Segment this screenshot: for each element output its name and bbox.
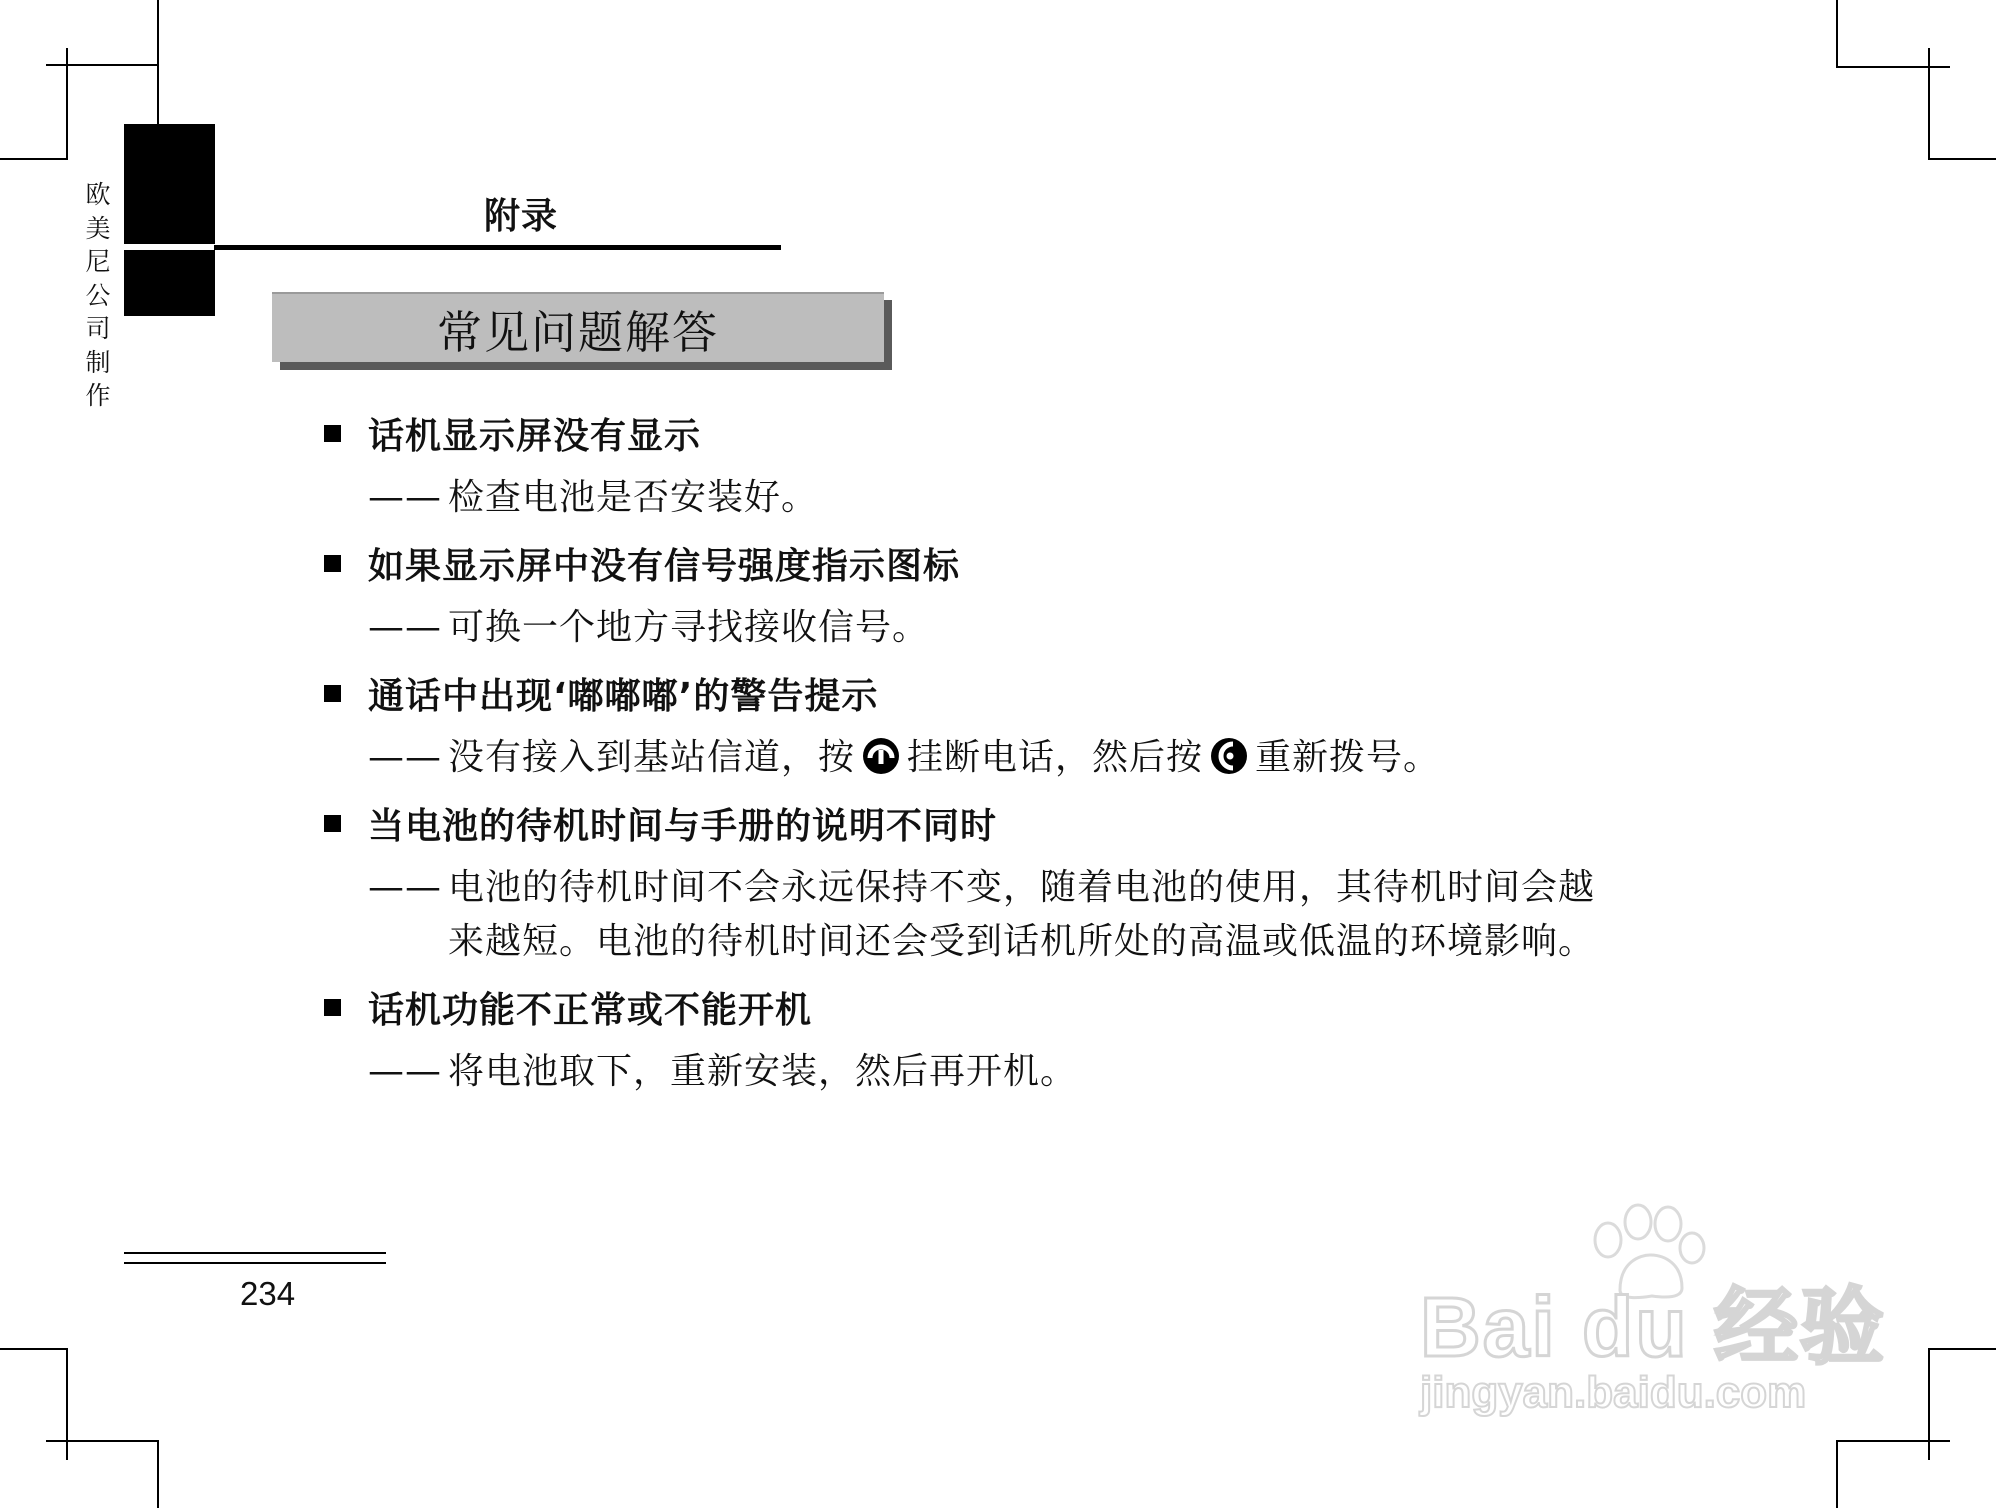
header-rule (214, 245, 781, 250)
square-bullet-icon (324, 685, 341, 702)
faq-question: 话机显示屏没有显示 (368, 416, 702, 457)
faq-answer-part: 没有接入到基站信道，按 (448, 737, 856, 778)
section-header: 附录 (484, 196, 559, 237)
crop-mark (66, 1348, 68, 1460)
faq-question: 通话中出现‘嘟嘟嘟’的警告提示 (368, 676, 879, 717)
end-call-key-icon (861, 736, 901, 792)
faq-answer (448, 731, 1440, 792)
crop-mark (1836, 1440, 1950, 1442)
square-bullet-icon (324, 815, 341, 832)
square-bullet-icon (324, 999, 341, 1016)
page-number: 234 (240, 1275, 296, 1312)
faq-item (320, 668, 1740, 778)
faq-question: 话机功能不正常或不能开机 (368, 990, 813, 1031)
answer-dash: —— (368, 477, 442, 518)
footer-rule (124, 1252, 386, 1254)
crop-mark (1836, 66, 1950, 68)
faq-item (320, 538, 1740, 648)
crop-mark (1836, 0, 1838, 68)
faq-question: 当电池的待机时间与手册的说明不同时 (368, 806, 998, 847)
vertical-company-label: 欧美尼公司制作 (85, 180, 111, 410)
answer-dash: —— (368, 867, 442, 908)
footer-rule (124, 1262, 386, 1264)
crop-mark (1836, 1440, 1838, 1508)
crop-mark (1928, 1348, 1930, 1460)
faq-item (320, 408, 1740, 518)
watermark-url: jingyan.baidu.com (1420, 1368, 1807, 1417)
faq-answer-part: 重新拨号。 (1255, 737, 1441, 778)
watermark-brand: Bai du 经验 (1420, 1280, 1887, 1374)
faq-answer: 将电池取下，重新安装，然后再开机。 (448, 1051, 1078, 1092)
faq-question: 如果显示屏中没有信号强度指示图标 (368, 546, 961, 587)
side-tab-block-bottom (124, 250, 215, 316)
crop-mark (46, 1440, 158, 1442)
crop-mark (1928, 158, 1996, 160)
call-key-icon (1209, 736, 1249, 792)
answer-dash: —— (368, 1051, 442, 1092)
faq-item (320, 982, 1740, 1092)
faq-answer: 电池的待机时间不会永远保持不变，随着电池的使用，其待机时间会越 (448, 867, 1596, 908)
faq-answer: 可换一个地方寻找接收信号。 (448, 607, 930, 648)
faq-answer-continued: 来越短。电池的待机时间还会受到话机所处的高温或低温的环境影响。 (448, 921, 1596, 962)
square-bullet-icon (324, 425, 341, 442)
faq-answer-part: 挂断电话，然后按 (907, 737, 1204, 778)
side-tab-block-top (124, 124, 215, 244)
crop-mark (1928, 1348, 1996, 1350)
faq-answer: 检查电池是否安装好。 (448, 477, 819, 518)
baidu-watermark (1410, 1200, 1890, 1440)
faq-item (320, 798, 1740, 962)
page-title: 常见问题解答 (436, 305, 719, 359)
answer-dash: —— (368, 607, 442, 648)
crop-mark (0, 158, 68, 160)
square-bullet-icon (324, 555, 341, 572)
title-box (272, 292, 884, 362)
crop-mark (1928, 48, 1930, 160)
answer-dash: —— (368, 737, 442, 778)
crop-mark (0, 1348, 68, 1350)
crop-mark (157, 1440, 159, 1508)
crop-mark (46, 64, 158, 66)
